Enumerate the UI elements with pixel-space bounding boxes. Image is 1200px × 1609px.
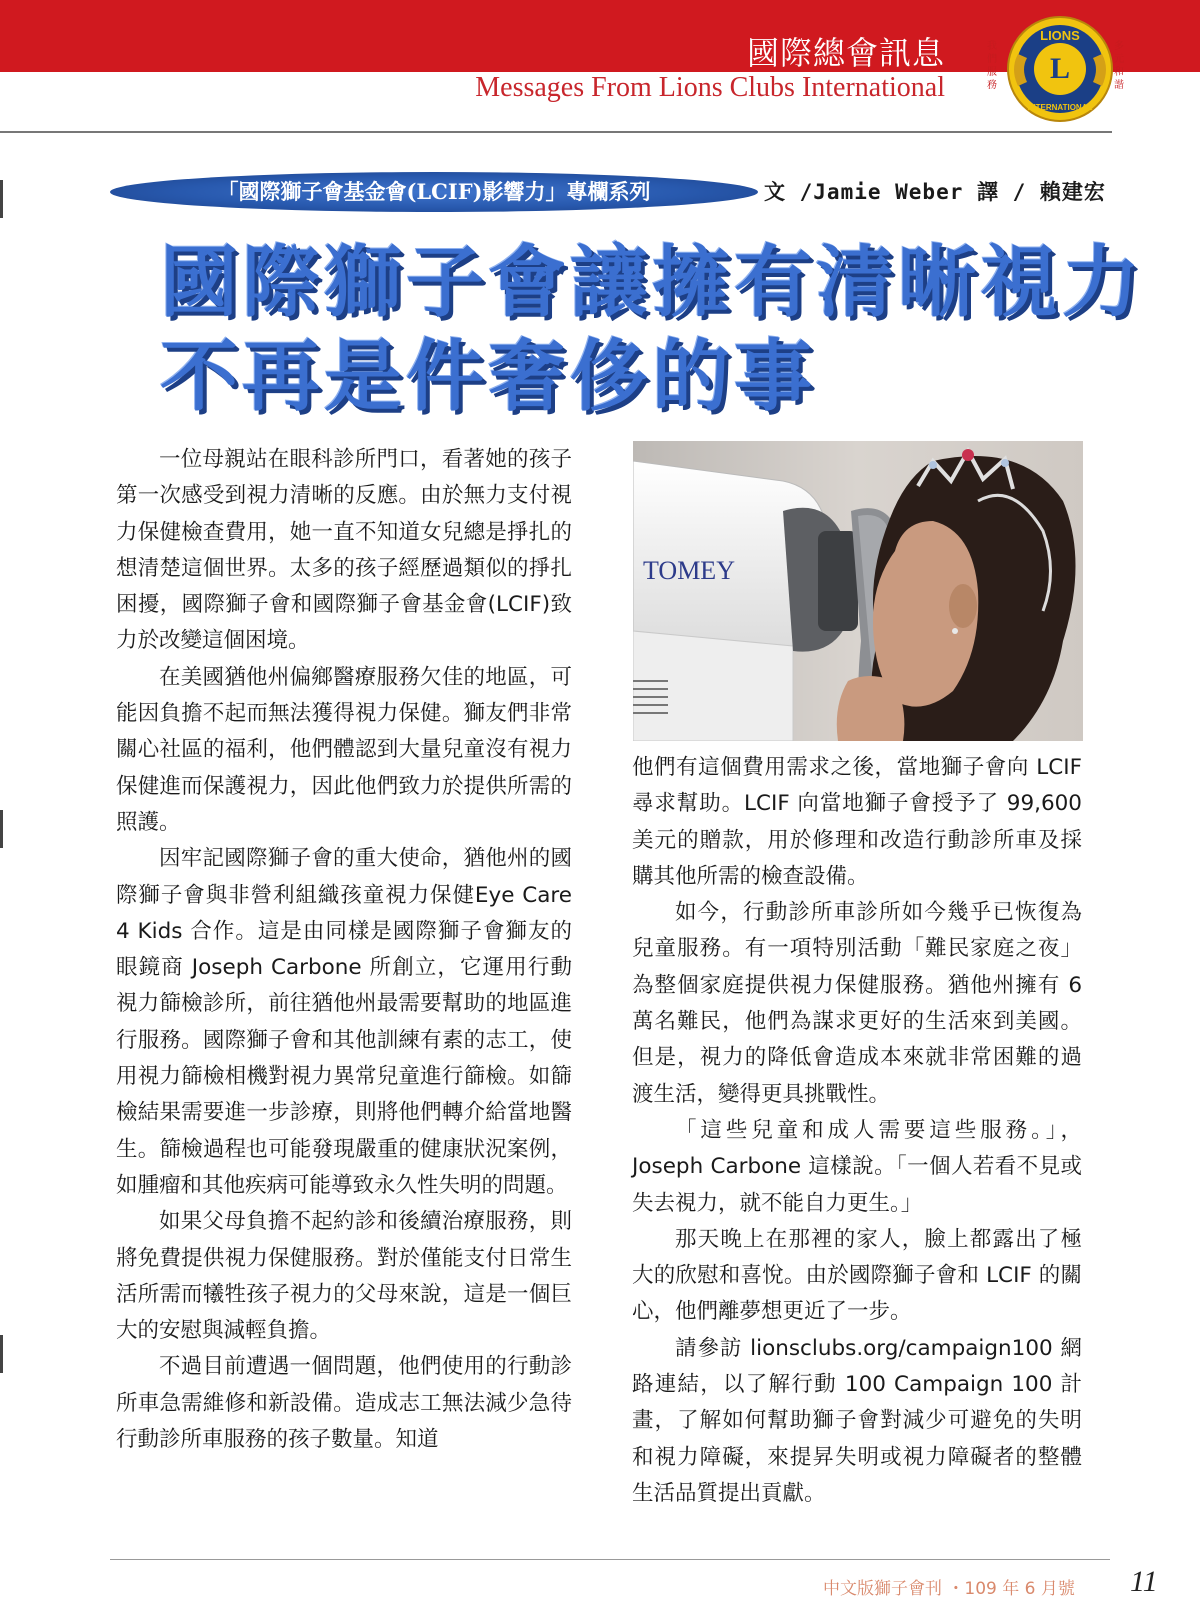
svg-text:INTERNATIONAL: INTERNATIONAL bbox=[1027, 103, 1093, 112]
emblem-motto-right: 多元和諧 bbox=[1114, 41, 1124, 91]
footer-divider bbox=[110, 1559, 1110, 1560]
page-number: 11 bbox=[1130, 1565, 1158, 1598]
svg-text:LIONS: LIONS bbox=[1040, 28, 1080, 43]
paragraph: 因牢記國際獅子會的重大使命，猶他州的國際獅子會與非營利組織孩童視力保健Eye Care 4 Kids 合作。這是由同樣是國際獅子會獅友的眼鏡商 Joseph Carbone 所創立，它運用行動視力篩檢診所，前往猶他州最需要幫助的地區進行服務。國際獅子會和其他訓練有素的志工，使用視力篩檢相機對視力異常兒童進行篩檢。如篩檢結果需要進一步診療，則將他們轉介給當地醫生。篩檢過程也可能發現嚴重的健康狀況案例，如腫瘤和其他疾病可能導致永久性失明的問題。 bbox=[116, 846, 572, 1198]
article-title-line1: 國際獅子會讓擁有清晰視力 bbox=[160, 238, 1145, 328]
tomey-brand-label: TOMEY bbox=[643, 556, 735, 585]
footer-publication: 中文版獅子會刊 ・109 年 6 月號 bbox=[823, 1579, 1075, 1599]
paragraph: 在美國猶他州偏鄉醫療服務欠佳的地區，可能因負擔不起而無法獲得視力保健。獅友們非常關心社區的福利，他們體認到大量兒童沒有視力保健進而保護視力，因此他們致力於提供所需的照護。 bbox=[116, 664, 572, 835]
article-title-line2: 不再是件奢侈的事 bbox=[160, 332, 817, 422]
eye-exam-illustration bbox=[633, 441, 1083, 741]
article-column-right bbox=[632, 750, 1082, 1512]
paragraph: 一位母親站在眼科診所門口，看著她的孩子第一次感受到視力清晰的反應。由於無力支付視力保健檢查費用，她一直不知道女兒總是掙扎的想清楚這個世界。太多的孩子經歷過類似的掙扎困擾，國際獅子會和國際獅子會基金會(LCIF)致力於改變這個困境。 bbox=[116, 447, 572, 654]
paragraph: 「這些兒童和成人需要這些服務。」，Joseph Carbone 這樣說。「一個人若看不見或失去視力，就不能自力更生。」 bbox=[632, 1117, 1082, 1216]
header-title-zh: 國際總會訊息 bbox=[746, 34, 945, 72]
article-column-left bbox=[116, 442, 572, 1458]
article-title bbox=[160, 236, 1144, 424]
byline: 文 /Jamie Weber 譯 / 賴建宏 bbox=[764, 180, 1106, 204]
paragraph: 如果父母負擔不起約診和後續治療服務，則將免費提供視力保健服務。對於僅能支付日常生活所需而犧牲孩子視力的父母來說，這是一個巨大的安慰與減輕負擔。 bbox=[116, 1209, 572, 1344]
paragraph: 請參訪 lionsclubs.org/campaign100 網路連結，以了解行動 100 Campaign 100 計畫，了解如何幫助獅子會對減少可避免的失明和視力障礙，來提昇失明或視力障礙者的整體生活品質提出貢獻。 bbox=[632, 1335, 1082, 1506]
paragraph: 他們有這個費用需求之後，當地獅子會向 LCIF 尋求幫助。LCIF 向當地獅子會授予了 99,600 美元的贈款，用於修理和改造行動診所車及採購其他所需的檢查設備。 bbox=[632, 755, 1082, 889]
svg-text:L: L bbox=[1049, 52, 1071, 85]
header-divider bbox=[0, 131, 1112, 133]
paragraph: 不過目前遭遇一個問題，他們使用的行動診所車急需維修和新設備。造成志工無法減少急待行動診所車服務的孩子數量。知道 bbox=[116, 1354, 572, 1453]
lions-emblem-logo bbox=[1005, 14, 1115, 124]
paragraph: 那天晚上在那裡的家人，臉上都露出了極大的欣慰和喜悅。由於國際獅子會和 LCIF 的關心，他們離夢想更近了一步。 bbox=[632, 1226, 1082, 1325]
paragraph: 如今，行動診所車診所如今幾乎已恢復為兒童服務。有一項特別活動「難民家庭之夜」為整個家庭提供視力保健服務。猶他州擁有 6 萬名難民，他們為謀求更好的生活來到美國。但是，視力的降低會造成本來就非常困難的過渡生活，變得更具挑戰性。 bbox=[632, 900, 1082, 1107]
header-title-en: Messages From Lions Clubs International bbox=[475, 72, 945, 103]
emblem-motto-left: 我們服務 bbox=[987, 41, 997, 91]
article-photo-eye-exam bbox=[633, 441, 1083, 741]
series-label: 「國際獅子會基金會(LCIF)影響力」專欄系列 bbox=[217, 179, 651, 204]
